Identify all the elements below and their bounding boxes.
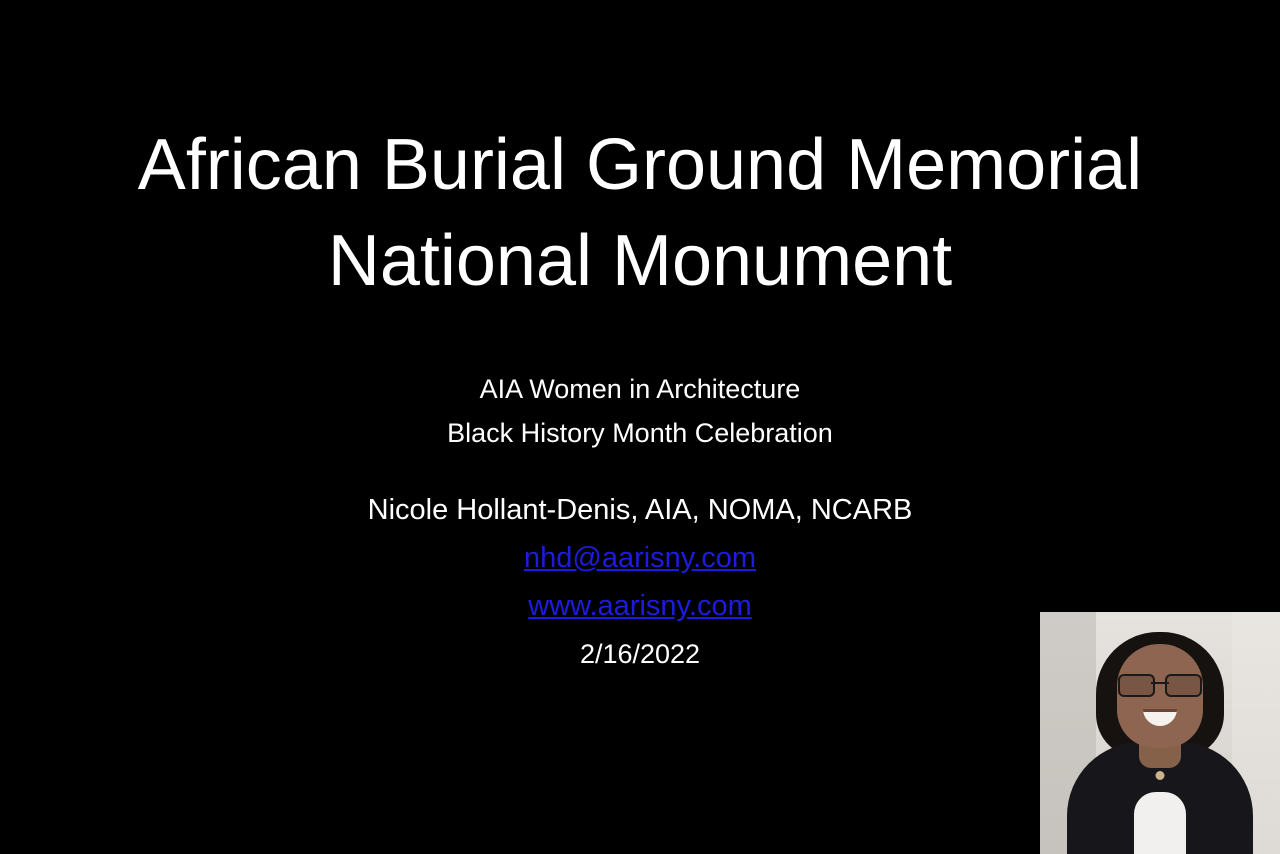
- glasses-left-lens: [1118, 674, 1155, 697]
- presenter-email-link[interactable]: nhd@aarisny.com: [524, 541, 756, 574]
- presentation-date: 2/16/2022: [579, 638, 701, 669]
- presenter-webcam-tile[interactable]: [1040, 612, 1280, 854]
- subtitle-line-2: Black History Month Celebration: [447, 417, 833, 448]
- subtitle-line-1: AIA Women in Architecture: [479, 374, 801, 404]
- slide-subtitle: [0, 368, 1280, 455]
- title-line-1: African Burial Ground Memorial: [137, 125, 1143, 205]
- slide-title: [0, 118, 1280, 310]
- glasses-right-lens: [1165, 674, 1202, 697]
- presenter-name: Nicole Hollant-Denis, AIA, NOMA, NCARB: [367, 494, 913, 526]
- presenter-portrait: [1065, 624, 1255, 854]
- title-line-2: National Monument: [327, 220, 953, 301]
- portrait-shirt: [1134, 792, 1186, 854]
- portrait-necklace: [1156, 771, 1165, 780]
- portrait-glasses: [1118, 674, 1202, 694]
- presenter-website-link[interactable]: www.aarisny.com: [528, 589, 752, 622]
